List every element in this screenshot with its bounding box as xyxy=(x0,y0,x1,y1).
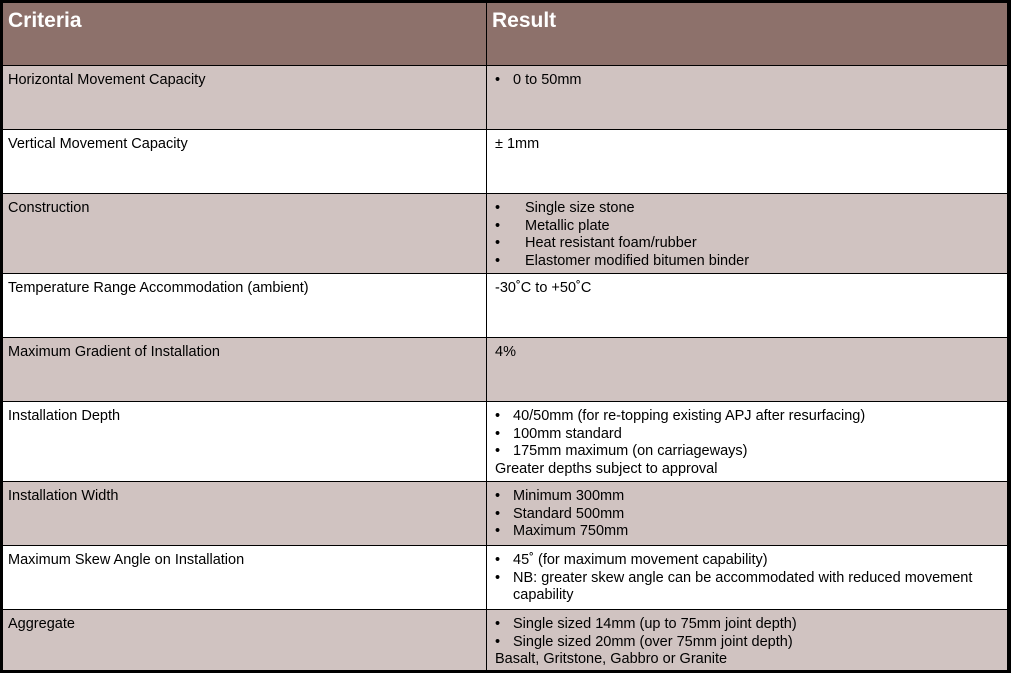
result-bullet: • 40/50mm (for re-topping existing APJ after resurfacing) xyxy=(495,408,1002,426)
criteria-label: Construction xyxy=(8,200,90,216)
criteria-cell xyxy=(3,402,487,482)
criteria-cell xyxy=(3,482,487,546)
table-row xyxy=(3,402,1008,482)
result-bullet: • Single sized 14mm (up to 75mm joint depth) xyxy=(495,616,1002,634)
result-cell xyxy=(487,130,1008,194)
result-bullet: • Maximum 750mm xyxy=(495,523,1002,541)
result-cell xyxy=(487,610,1008,671)
result-text: 4% xyxy=(495,344,516,360)
criteria-header xyxy=(3,3,487,66)
result-cell xyxy=(487,66,1008,130)
table-row xyxy=(3,610,1008,671)
result-bullet: • Standard 500mm xyxy=(495,506,1002,524)
criteria-cell xyxy=(3,194,487,274)
result-bullet: • 45˚ (for maximum movement capability) xyxy=(495,552,1002,570)
result-bullet: • 100mm standard xyxy=(495,426,1002,444)
result-bullet: • Metallic plate xyxy=(495,218,1002,236)
table-row xyxy=(3,66,1008,130)
criteria-label: Horizontal Movement Capacity xyxy=(8,72,206,88)
result-text: Basalt, Gritstone, Gabbro or Granite xyxy=(495,651,728,667)
result-cell xyxy=(487,402,1008,482)
criteria-label: Temperature Range Accommodation (ambient) xyxy=(8,280,309,296)
criteria-cell xyxy=(3,66,487,130)
result-bullet: • 175mm maximum (on carriageways) xyxy=(495,443,1002,461)
result-cell xyxy=(487,194,1008,274)
result-cell xyxy=(487,546,1008,610)
result-header-label: Result xyxy=(492,9,557,32)
result-text: -30˚C to +50˚C xyxy=(495,280,592,296)
result-text: ± 1mm xyxy=(495,136,540,152)
table-row xyxy=(3,194,1008,274)
result-text: Greater depths subject to approval xyxy=(495,460,718,477)
result-bullet: • Minimum 300mm xyxy=(495,488,1002,506)
criteria-cell xyxy=(3,610,487,671)
result-bullet: • 0 to 50mm xyxy=(495,72,1002,90)
criteria-label: Installation Depth xyxy=(8,408,121,424)
criteria-label: Aggregate xyxy=(8,616,75,632)
result-cell xyxy=(487,338,1008,402)
criteria-header-label: Criteria xyxy=(8,9,82,32)
result-cell xyxy=(487,274,1008,338)
result-header xyxy=(487,3,1008,66)
result-bullet: • Elastomer modified bitumen binder xyxy=(495,253,1002,271)
criteria-table-frame xyxy=(2,2,1007,670)
criteria-label: Installation Width xyxy=(8,488,119,504)
result-bullet: • Heat resistant foam/rubber xyxy=(495,235,1002,253)
criteria-table xyxy=(2,2,1008,671)
table-row xyxy=(3,274,1008,338)
criteria-label: Vertical Movement Capacity xyxy=(8,136,188,152)
criteria-cell xyxy=(3,338,487,402)
result-bullet: • NB: greater skew angle can be accommodated with reduced movement capability xyxy=(495,570,1002,605)
result-bullet: • Single sized 20mm (over 75mm joint depth) xyxy=(495,634,1002,652)
table-row xyxy=(3,130,1008,194)
criteria-cell xyxy=(3,274,487,338)
table-row xyxy=(3,546,1008,610)
result-bullet: • Single size stone xyxy=(495,200,1002,218)
result-cell xyxy=(487,482,1008,546)
criteria-cell xyxy=(3,130,487,194)
table-header-row xyxy=(3,3,1008,66)
table-row xyxy=(3,338,1008,402)
criteria-label: Maximum Gradient of Installation xyxy=(8,344,220,360)
criteria-label: Maximum Skew Angle on Installation xyxy=(8,552,245,568)
criteria-cell xyxy=(3,546,487,610)
table-row xyxy=(3,482,1008,546)
